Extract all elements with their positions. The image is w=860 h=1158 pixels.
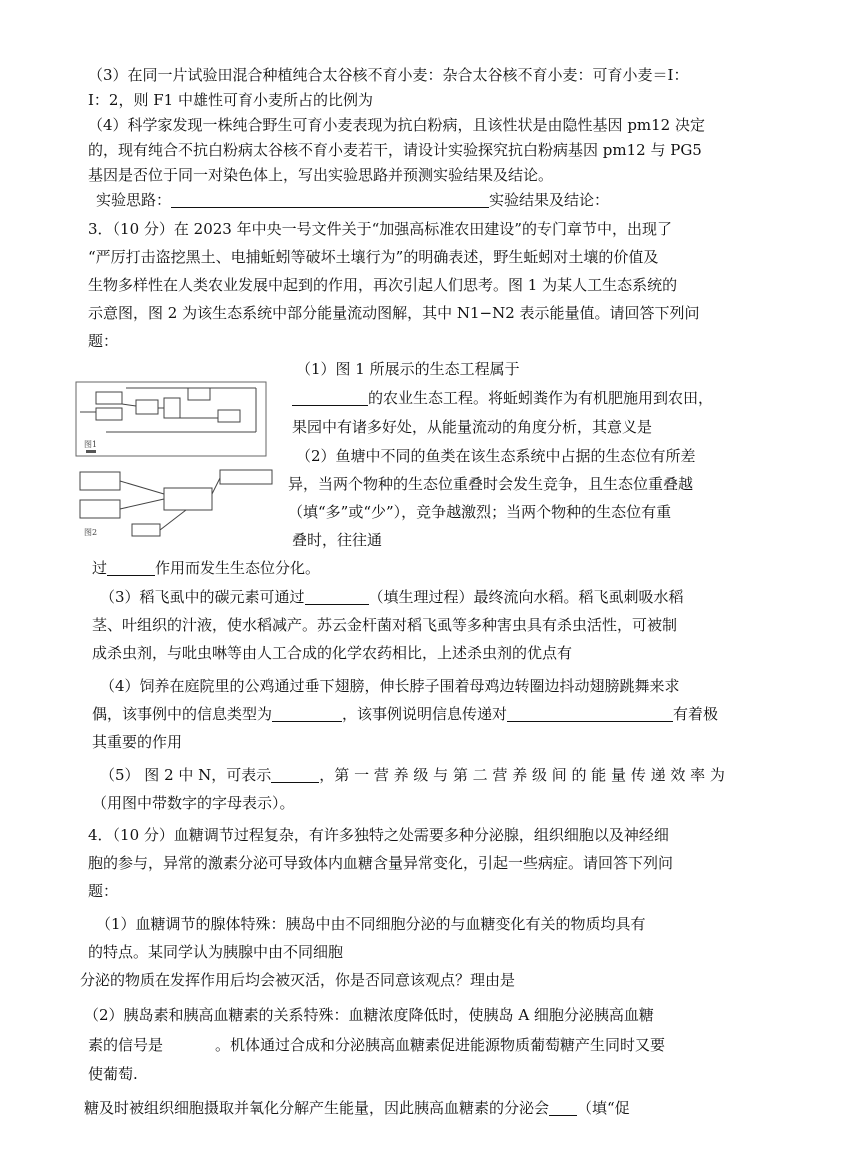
experiment-result-label: 实验结果及结论： bbox=[489, 191, 610, 209]
q2-p3-line1: （3）在同一片试验田混合种植纯合太谷核不育小麦：杂合太谷核不育小麦：可育小麦＝I： bbox=[88, 66, 689, 84]
q3-heading-line5: 题： bbox=[88, 332, 119, 350]
fig1-box-6 bbox=[218, 410, 240, 422]
q3-p1-blank[interactable] bbox=[292, 387, 368, 406]
q3-p1-line3: 果园中有诸多好处，从能量流动的角度分析，其意义是 bbox=[292, 418, 653, 436]
q3-p1-line1: （1）图 1 所展示的生态工程属于 bbox=[296, 360, 520, 378]
figure-1-frame bbox=[76, 382, 266, 456]
figure-2-label: 图2 bbox=[84, 528, 98, 537]
q4-p2-blank-1[interactable] bbox=[163, 1034, 215, 1053]
fig1-box-5 bbox=[188, 388, 210, 400]
q4-p2-line4: 糖及时被组织细胞摄取并氧化分解产生能量，因此胰高血糖素的分泌会 （填“促 bbox=[84, 1099, 630, 1117]
figure-1-2-diagram bbox=[66, 364, 286, 544]
fig1-box-4 bbox=[164, 398, 180, 418]
q3-heading-line3: 生物多样性在人类农业发展中起到的作用，再次引起人们思考。图 1 为某人工生态系统的 bbox=[88, 276, 678, 294]
fig2-box-3 bbox=[164, 488, 212, 510]
q3-p4-line3: 其重要的作用 bbox=[92, 733, 183, 751]
q3-p2-blank[interactable] bbox=[107, 557, 155, 576]
fig2-arrow-2 bbox=[120, 481, 164, 494]
q3-p5-line1: （5） 图 2 中 N，可表示 ，第 一 营 养 级 与 第 二 营 养 级 间 的 能 量 传 递 效 率 为 bbox=[100, 766, 725, 784]
q3-p3-line3: 成杀虫剂，与吡虫啉等由人工合成的化学农药相比，上述杀虫剂的优点有 bbox=[92, 644, 573, 662]
q3-p2-line1: （2）鱼塘中不同的鱼类在该生态系统中占据的生态位有所差 bbox=[296, 447, 696, 465]
experiment-idea-label: 实验思路： bbox=[96, 191, 172, 209]
q3-p4-line1: （4）饲养在庭院里的公鸡通过垂下翅膀，伸长脖子围着母鸡边转圈边抖动翅膀跳舞来求 bbox=[100, 677, 680, 695]
q3-heading-line4: 示意图，图 2 为该生态系统中部分能量流动图解，其中 N1−N2 表示能量值。请回答下列问 bbox=[88, 304, 700, 322]
q4-heading-line1: 4．（10 分）血糖调节过程复杂，有许多独特之处需要多种分泌腺，组织细胞以及神经细 bbox=[88, 826, 669, 844]
q3-p4-blank-1[interactable] bbox=[272, 703, 342, 722]
q4-p1-line3: 分泌的物质在发挥作用后均会被灭活，你是否同意该观点？理由是 bbox=[80, 971, 516, 989]
q4-p2-line2: 素的信号是 。机体通过合成和分泌胰高血糖素促进能源物质葡萄糖产生同时又要 bbox=[88, 1036, 666, 1054]
q4-p2-blank-2[interactable] bbox=[549, 1097, 577, 1116]
q3-p5-blank[interactable] bbox=[271, 764, 319, 783]
fig2-box-4 bbox=[220, 470, 272, 484]
q3-p5-line2: （用图中带数字的字母表示）。 bbox=[92, 794, 295, 812]
q3-p2-line3: （填“多”或“少”），竞争越激烈；当两个物种的生态位有重 bbox=[288, 503, 672, 521]
fig2-box-2 bbox=[80, 500, 120, 518]
q3-heading-line1: 3．（10 分）在 2023 年中央一号文件关于“加强高标准农田建设”的专门章节中，出现了 bbox=[88, 220, 672, 238]
q3-p4-line2: 偶，该事例中的信息类型为 ，该事例说明信息传递对 有着极 bbox=[92, 705, 719, 723]
q4-p2-line3: 使葡萄. bbox=[88, 1065, 138, 1083]
q2-p3-line2: I：2，则 F1 中雄性可育小麦所占的比例为 bbox=[88, 91, 373, 109]
q4-p1-line1: （1）血糖调节的腺体特殊：胰岛中由不同细胞分泌的与血糖变化有关的物质均具有 bbox=[96, 915, 646, 933]
q4-p2-line1: （2）胰岛素和胰高血糖素的关系特殊：血糖浓度降低时，使胰岛 A 细胞分泌胰高血糖 bbox=[84, 1006, 654, 1024]
fig2-arrow-3 bbox=[212, 478, 220, 494]
q3-heading-line2: “严厉打击盗挖黑土、电捕蚯蚓等破坏土壤行为”的明确表述，野生蚯蚓对土壤的价值及 bbox=[88, 248, 659, 266]
experiment-idea-blank[interactable] bbox=[171, 189, 489, 208]
q4-p1-line2: 的特点。某同学认为胰腺中由不同细胞 bbox=[88, 943, 344, 961]
q2-p4-line1: （4）科学家发现一株纯合野生可育小麦表现为抗白粉病，且该性状是由隐性基因 pm12 决定 bbox=[88, 116, 705, 134]
fig1-caption-mark bbox=[86, 450, 96, 453]
q4-heading-line3: 题： bbox=[88, 882, 119, 900]
q3-p3-blank[interactable] bbox=[305, 586, 369, 605]
q3-p1-line2: 的农业生态工程。将蚯蚓粪作为有机肥施用到农田， bbox=[292, 386, 713, 410]
q3-p2-line5: 过 作用而发生生态位分化。 bbox=[92, 559, 321, 577]
q3-p4-blank-2[interactable] bbox=[507, 703, 673, 722]
q3-p2-line2: 异，当两个物种的生态位重叠时会发生竞争，且生态位重叠越 bbox=[288, 475, 694, 493]
q3-p3-line2: 茎、叶组织的汁液，使水稻减产。苏云金杆菌对稻飞虱等多种害虫具有杀虫活性，可被制 bbox=[92, 616, 678, 634]
figure-1-label: 图1 bbox=[84, 440, 98, 449]
q2-p4-line3: 基因是否位于同一对染色体上，写出实验思路并预测实验结果及结论。 bbox=[88, 166, 554, 184]
fig2-box-1 bbox=[80, 472, 120, 490]
fig2-arrow-4 bbox=[160, 510, 186, 530]
fig1-box-3 bbox=[136, 400, 158, 414]
fig1-box-1 bbox=[96, 392, 122, 404]
q2-p4-line2: 的，现有纯合不抗白粉病太谷核不育小麦若干，请设计实验探究抗白粉病基因 pm12 与 PG5 bbox=[88, 141, 702, 159]
fig1-arrow-2 bbox=[122, 404, 136, 406]
fig2-box-5 bbox=[132, 524, 160, 536]
q3-p3-line1: （3）稻飞虱中的碳元素可通过 （填生理过程）最终流向水稻。稻飞虱刺吸水稻 bbox=[100, 588, 684, 606]
fig1-box-2 bbox=[96, 408, 122, 420]
fig2-arrow-1 bbox=[120, 499, 164, 509]
q4-heading-line2: 胞的参与，异常的激素分泌可导致体内血糖含量异常变化，引起一些病症。请回答下列问 bbox=[88, 854, 674, 872]
q2-p4-line4 bbox=[96, 188, 609, 212]
q3-p2-line4: 叠时，往往通 bbox=[292, 531, 383, 549]
